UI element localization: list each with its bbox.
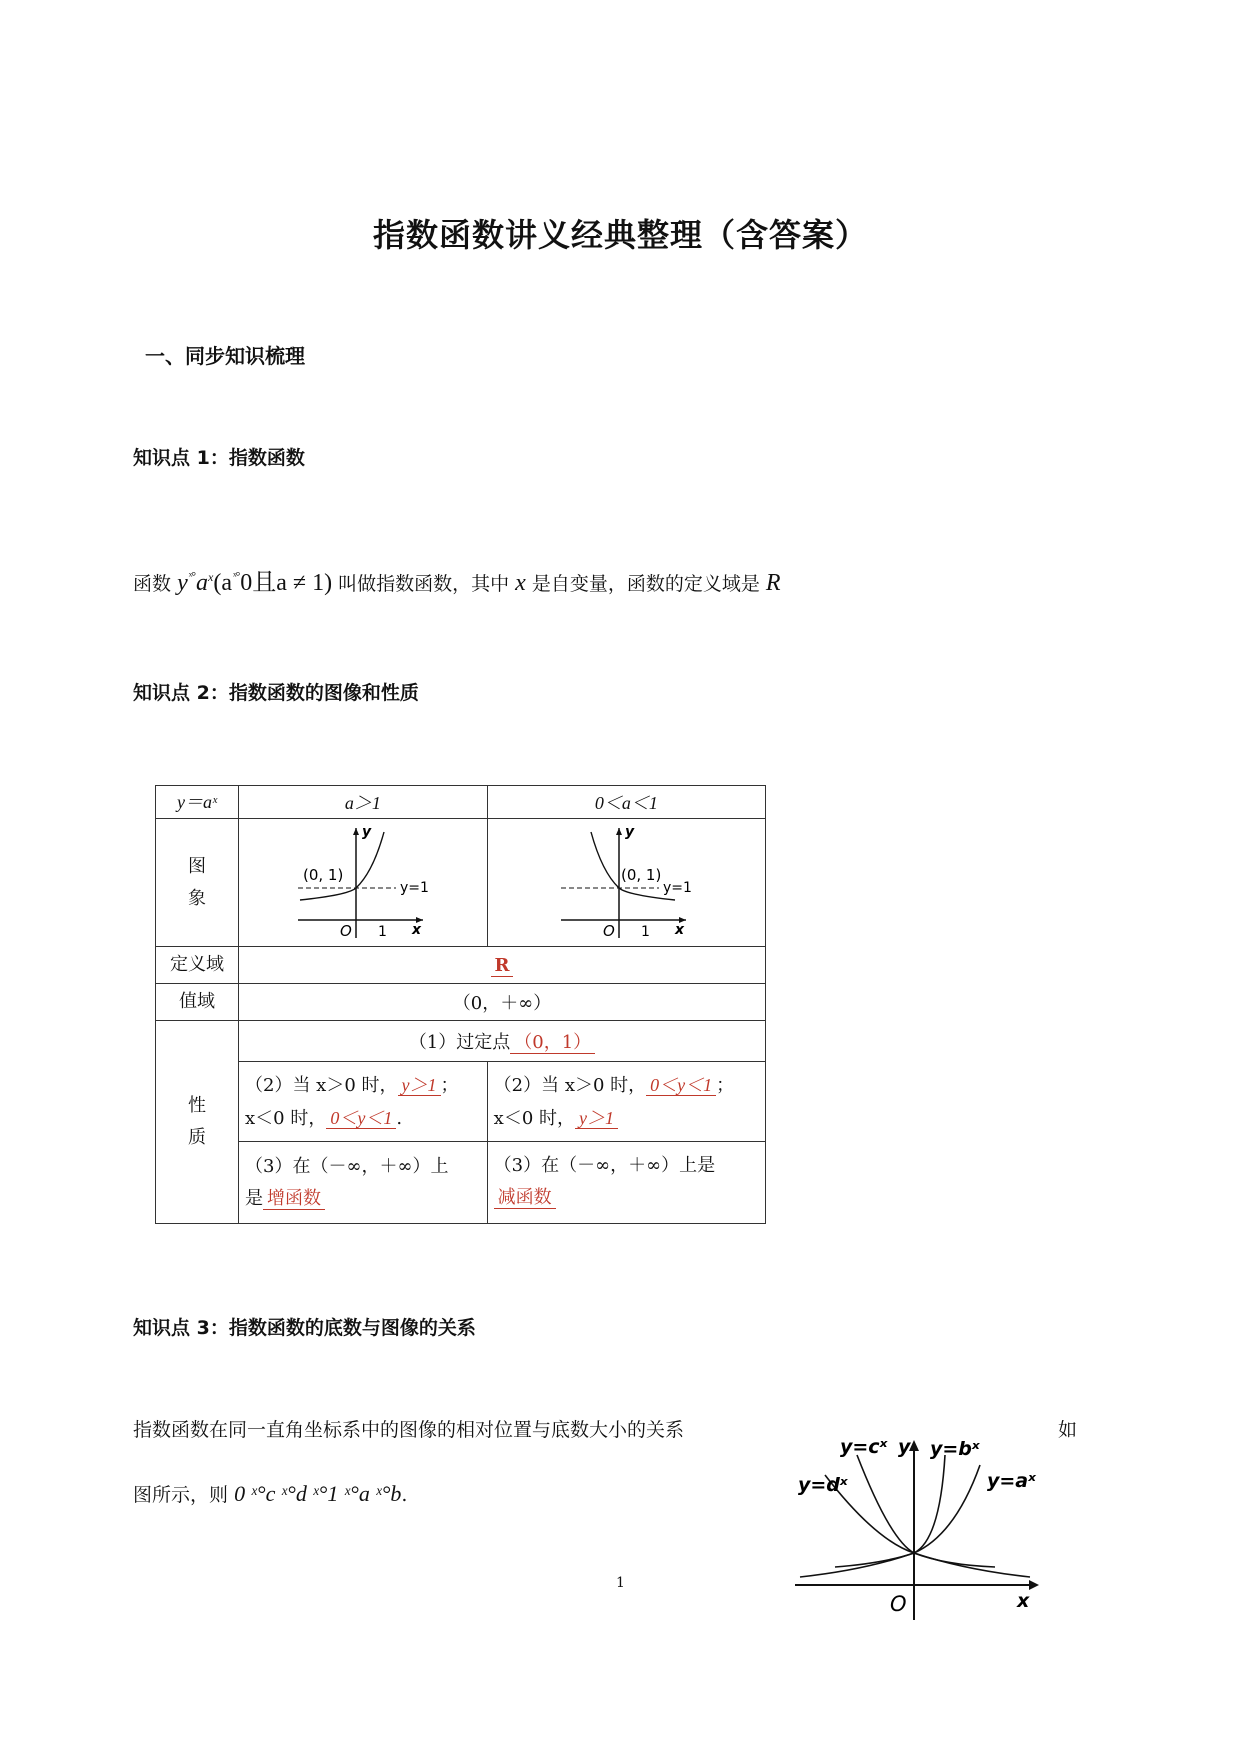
- kp3-line2-pre: 图所示，则: [133, 1484, 229, 1506]
- prop2-right-a-answer: 0＜y＜1: [646, 1075, 716, 1096]
- graph-origin-label: O: [339, 922, 352, 940]
- kp1-text-pre: 函数: [133, 573, 172, 595]
- graph2-origin-label: O: [603, 922, 616, 940]
- label-y-ax: y=aˣ: [987, 1470, 1036, 1492]
- prop3-left-a: （3）在（－∞，＋∞）上: [245, 1155, 449, 1177]
- kp1-var-x: x: [515, 570, 526, 596]
- kp1-definition: [133, 562, 781, 597]
- graph-decreasing: [551, 820, 701, 940]
- formula-y: y: [177, 570, 188, 596]
- prop1-answer: （0，1）: [510, 1032, 595, 1054]
- prop2-left-a-answer: y＞1: [398, 1075, 441, 1096]
- kp1-text-mid: 叫做指数函数，其中: [338, 573, 510, 595]
- domain-cell: [239, 947, 766, 984]
- graph2-point-label: (0, 1): [621, 866, 662, 884]
- prop2-right-b: x＜0 时，: [493, 1107, 575, 1129]
- label-origin: O: [890, 1592, 907, 1616]
- section-heading: 一、同步知识梳理: [145, 344, 305, 368]
- table-col1-header: a＞1: [239, 786, 488, 819]
- formula-cond-rest: 0且a ≠ 1): [240, 570, 333, 596]
- label-y-bx: y=bˣ: [930, 1438, 980, 1460]
- formula-cond-garble: ˣ°: [232, 569, 240, 583]
- row-prop-label: 性 质: [156, 1021, 239, 1224]
- kp1-domain-r: R: [765, 570, 781, 596]
- formula-garble: ˣ°: [188, 569, 195, 583]
- prop3-left-b: 是: [245, 1187, 263, 1209]
- prop1-cell: [239, 1021, 766, 1062]
- domain-answer: R: [491, 955, 514, 977]
- prop2-left-a-end: ；: [440, 1074, 459, 1096]
- page-number: 1: [616, 1575, 625, 1591]
- label-y-dx: y=dˣ: [798, 1474, 848, 1496]
- kp3-order-formula: 0 ˣ°c ˣ°d ˣ°1 ˣ°a ˣ°b: [234, 1481, 402, 1506]
- prop2-left-cell: [239, 1062, 488, 1142]
- prop3-right-answer: 减函数: [494, 1187, 556, 1209]
- prop2-left-b: x＜0 时，: [245, 1107, 327, 1129]
- kp3-line2: [133, 1480, 407, 1507]
- prop2-left-b-end: .: [396, 1107, 403, 1129]
- kp1-text-end: 是自变量，函数的定义域是: [531, 573, 760, 595]
- graph-x-label: x: [411, 922, 421, 938]
- formula-a: a: [196, 570, 208, 596]
- prop3-right-cell: [487, 1142, 765, 1224]
- prop2-right-a: （2）当 x＞0 时，: [493, 1074, 647, 1096]
- graph2-y-label: y: [625, 824, 635, 840]
- row-domain-label: 定义域: [156, 947, 239, 984]
- properties-table: [155, 785, 766, 1224]
- prop3-right-a: （3）在（－∞，＋∞）上是: [493, 1155, 716, 1176]
- range-cell: （0，＋∞）: [239, 984, 766, 1021]
- label-x-axis: x: [1017, 1590, 1030, 1612]
- kp1-heading: 知识点 1：指数函数: [133, 447, 305, 469]
- kp3-line1-tail: 如: [1058, 1419, 1078, 1441]
- label-y-axis: y: [898, 1436, 911, 1458]
- base-comparison-figure: [795, 1435, 1060, 1625]
- prop2-left-a: （2）当 x＞0 时，: [245, 1074, 398, 1096]
- prop3-left-cell: [239, 1142, 488, 1224]
- prop2-right-b-answer: y＞1: [575, 1108, 618, 1129]
- prop2-left-b-answer: 0＜y＜1: [326, 1108, 396, 1129]
- page-title: 指数函数讲义经典整理（含答案）: [372, 216, 868, 254]
- graph-one-label: 1: [377, 924, 387, 940]
- graph-cell-increasing: [239, 819, 488, 947]
- formula-sup: x: [208, 570, 214, 584]
- prop2-right-a-end: ；: [716, 1074, 735, 1096]
- kp3-line2-end: .: [401, 1484, 408, 1506]
- graph2-x-label: x: [675, 922, 685, 938]
- graph2-one-label: 1: [641, 924, 651, 940]
- graph-y-label: y: [361, 824, 371, 840]
- table-corner: y＝aˣ: [156, 786, 239, 819]
- table-col2-header: 0＜a＜1: [487, 786, 765, 819]
- prop2-right-cell: [487, 1062, 765, 1142]
- kp1-formula: [177, 570, 338, 596]
- kp3-heading: 知识点 3：指数函数的底数与图像的关系: [133, 1317, 476, 1339]
- formula-cond-open: (a: [213, 570, 232, 596]
- kp3-line1: 指数函数在同一直角坐标系中的图像的相对位置与底数大小的关系: [133, 1419, 685, 1441]
- row-range-label: 值域: [156, 984, 239, 1021]
- graph-point-label: (0, 1): [302, 866, 344, 884]
- label-y-cx: y=cˣ: [840, 1436, 888, 1458]
- prop3-left-answer: 增函数: [263, 1188, 325, 1210]
- graph-cell-decreasing: [487, 819, 765, 947]
- kp2-heading: 知识点 2：指数函数的图像和性质: [133, 682, 419, 704]
- prop1-text: （1）过定点: [408, 1032, 511, 1053]
- row-graph-label: 图 象: [156, 819, 239, 947]
- graph2-line-label: y=1: [663, 880, 693, 896]
- graph-increasing: [288, 820, 438, 940]
- graph-line-label: y=1: [399, 880, 429, 896]
